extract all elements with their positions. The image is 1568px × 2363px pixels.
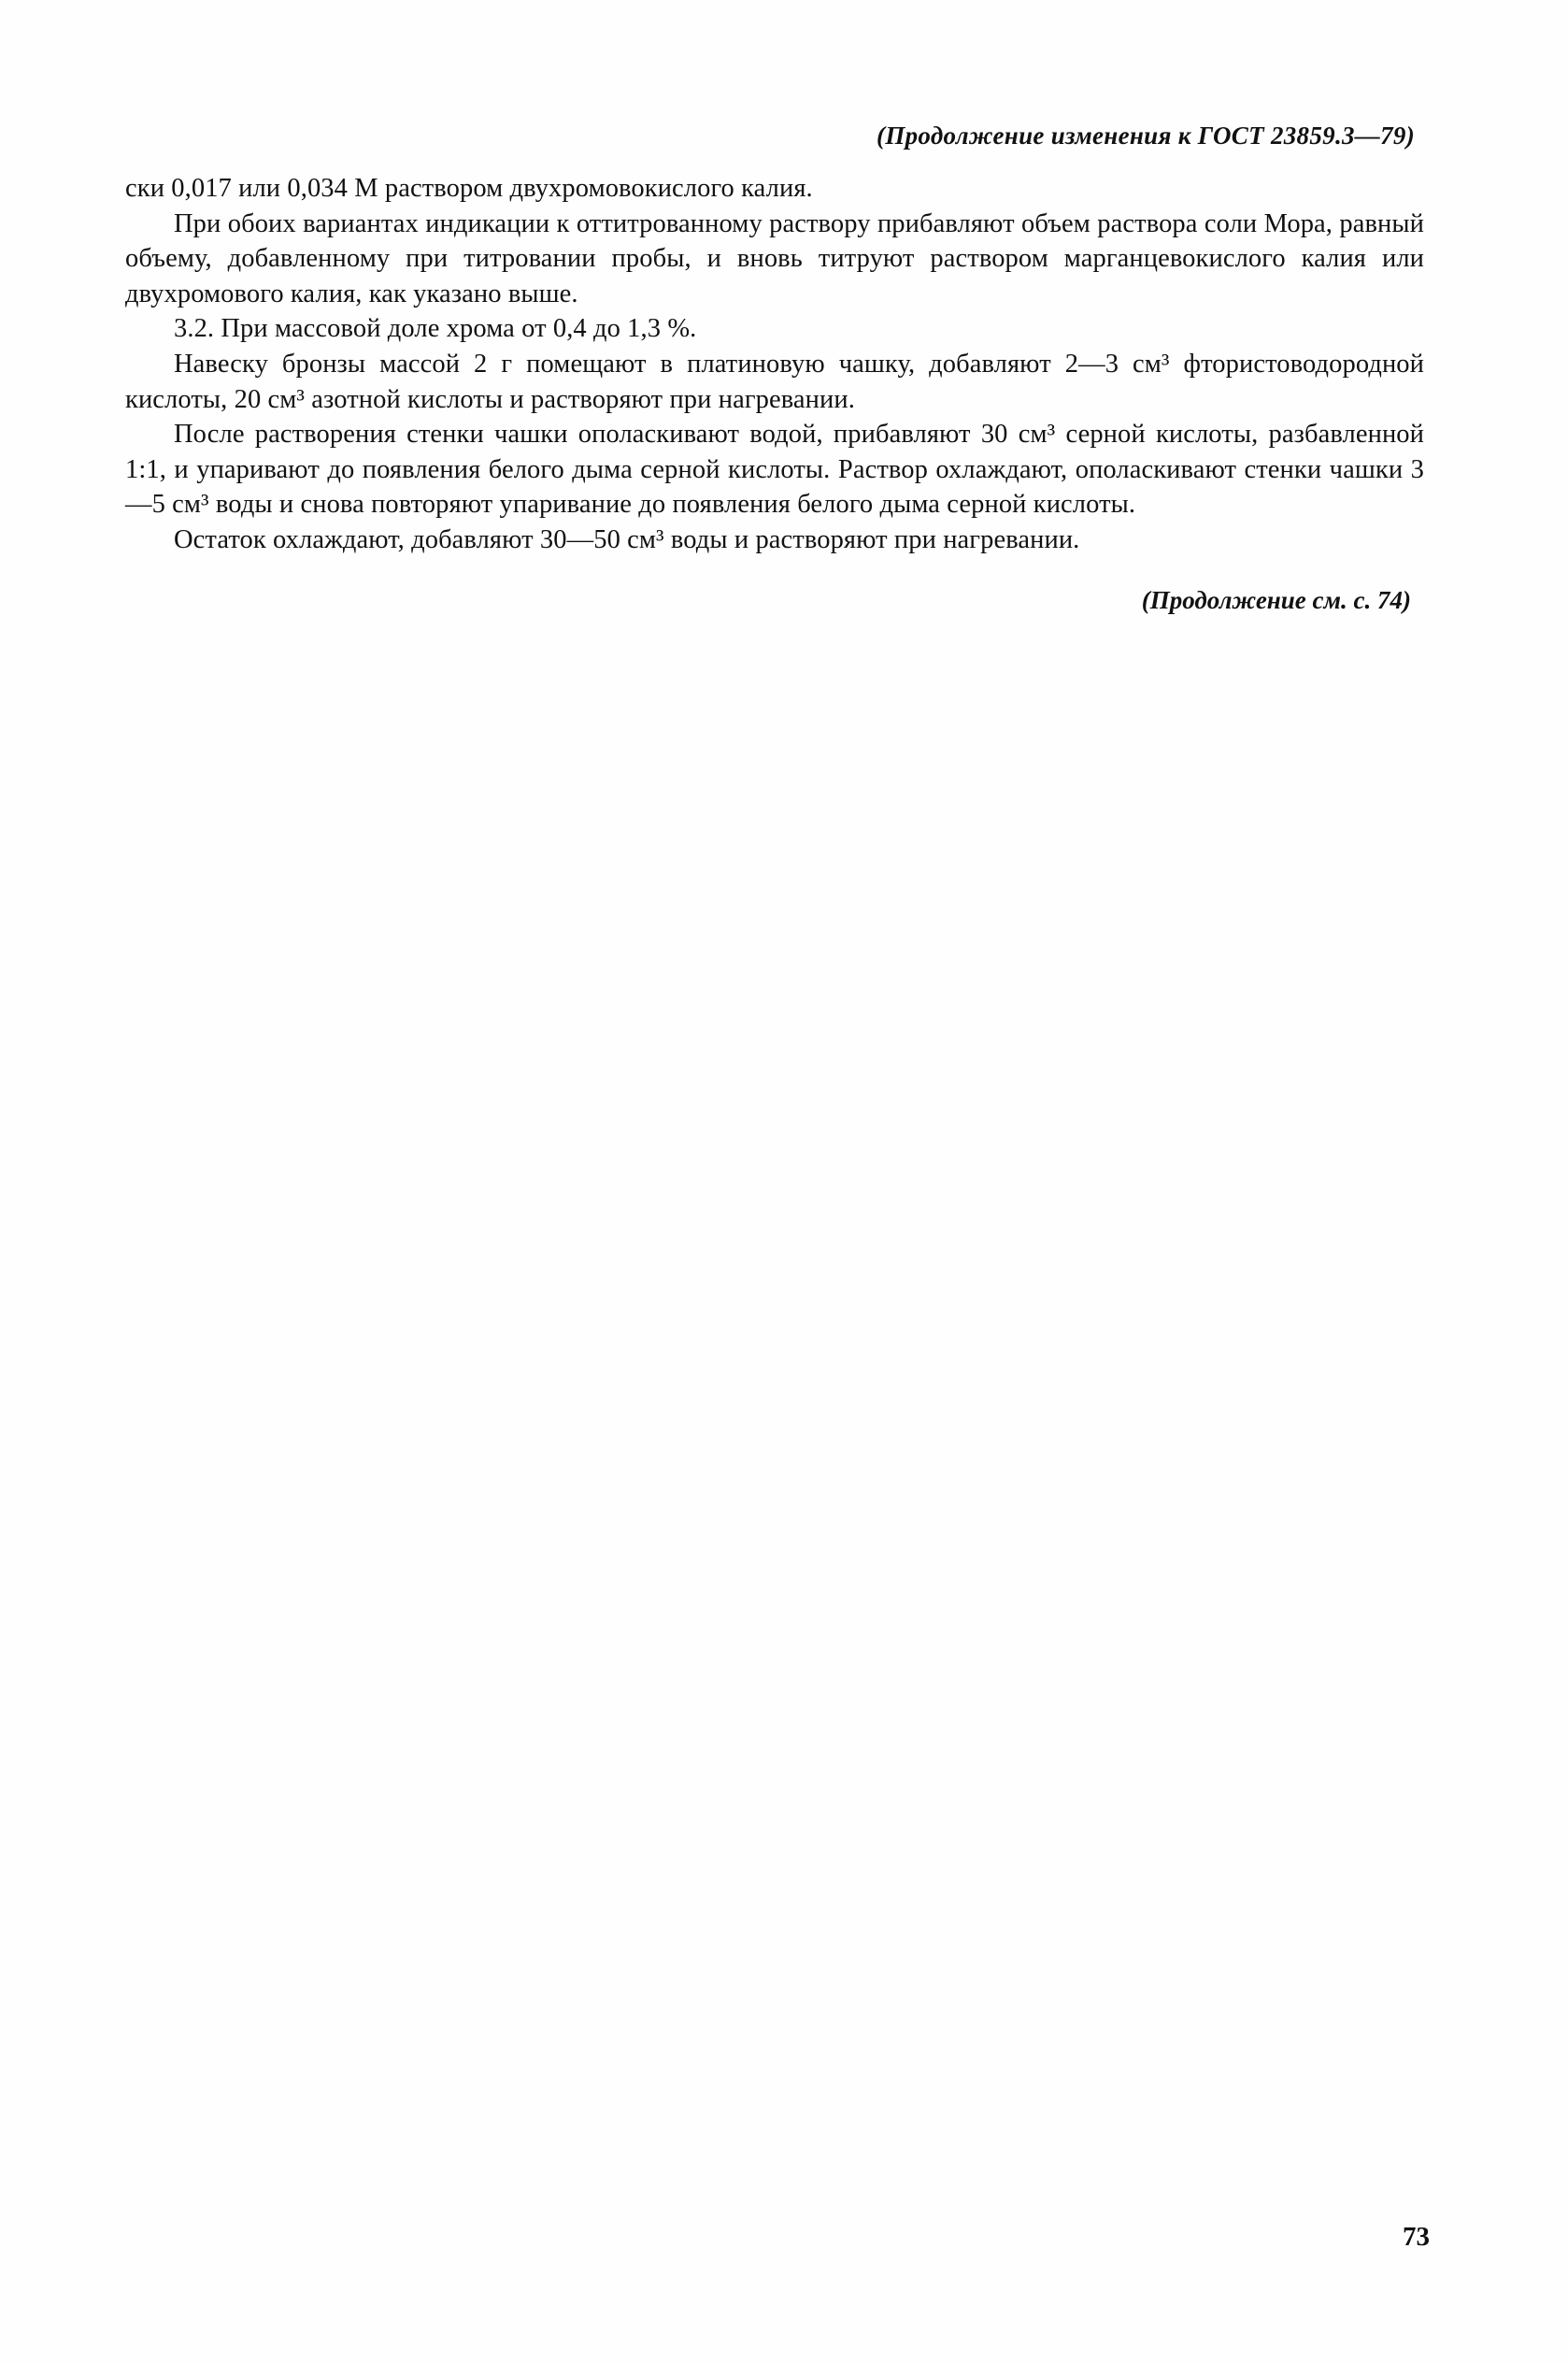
paragraph-3-clause-3-2: 3.2. При массовой доле хрома от 0,4 до 1,3 %. bbox=[174, 314, 697, 344]
paragraph-2: При обоих вариантах индикации к оттитрованному раствору прибавляют объем раствора соли Мора, равный объему, добавленному при титровании пробы, и вновь титруют раствором марганцевокислого калия или двухромового калия, как указано выше. bbox=[125, 208, 1424, 308]
continuation-footer-note: (Продолжение см. с. 74) bbox=[1141, 585, 1411, 614]
paragraph-4: Навеску бронзы массой 2 г помещают в платиновую чашку, добавляют 2—3 см³ фтористоводородной кислоты, 20 см³ азотной кислоты и растворяют при нагревании. bbox=[125, 350, 1424, 414]
page-number: 73 bbox=[1403, 2222, 1430, 2252]
paragraph-1: ски 0,017 или 0,034 М раствором двухромовокислого калия. bbox=[125, 174, 813, 203]
continuation-header-note: (Продолжение изменения к ГОСТ 23859.3—79) bbox=[877, 122, 1415, 150]
paragraph-6: Остаток охлаждают, добавляют 30—50 см³ воды и растворяют при нагревании. bbox=[174, 525, 1080, 555]
paragraph-5: После растворения стенки чашки ополаскивают водой, прибавляют 30 см³ серной кислоты, разбавленной 1:1, и упаривают до появления белого дыма серной кислоты. Раствор охлаждают, ополаскивают стенки чашки 3—5 см³ воды и снова повторяют упаривание до появления белого дыма серной кислоты. bbox=[125, 420, 1424, 520]
page-content bbox=[125, 122, 1424, 615]
